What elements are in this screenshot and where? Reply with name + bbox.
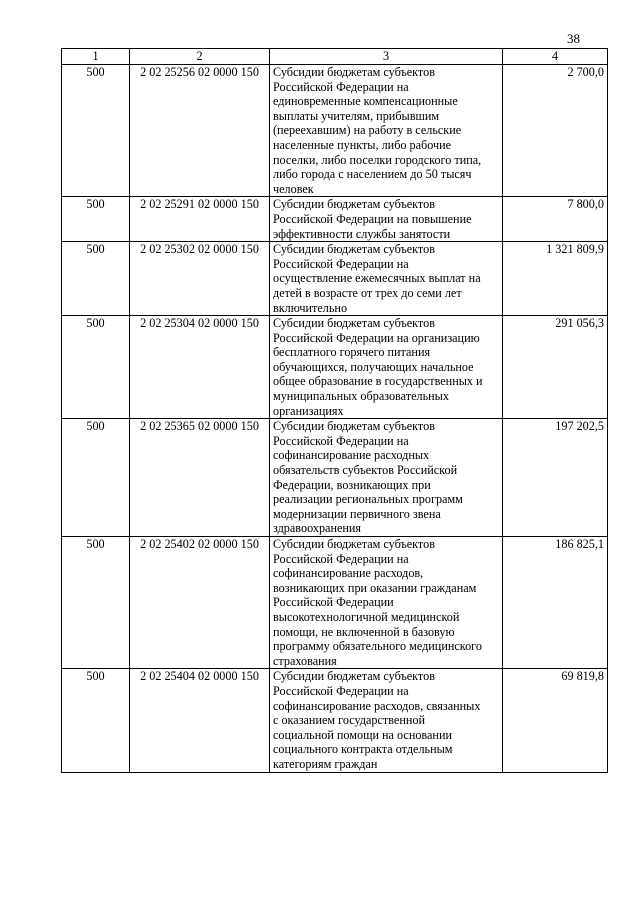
description-cell — [270, 242, 503, 316]
description-line: (переехавшим) на работу в сельские — [273, 123, 462, 138]
table-row — [62, 419, 608, 537]
amount-cell: 197 202,5 — [503, 419, 608, 537]
table-body — [62, 65, 608, 773]
description-line: здравоохранения — [273, 521, 362, 536]
budget-code-cell: 2 02 25404 02 0000 150 — [130, 669, 270, 772]
description-line: обязательств субъектов Российской — [273, 463, 458, 478]
description-line: населенные пункты, либо рабочие — [273, 137, 452, 152]
header-row — [62, 49, 608, 65]
page-number: 38 — [567, 31, 580, 46]
description-line: Субсидии бюджетам субъектов — [273, 419, 435, 434]
description-line: Российской Федерации на — [273, 256, 409, 271]
description-line: Субсидии бюджетам субъектов — [273, 669, 435, 684]
table-row — [62, 65, 608, 197]
description-cell — [270, 316, 503, 419]
admin-code-cell: 500 — [62, 242, 130, 316]
amount-cell: 7 800,0 — [503, 197, 608, 242]
description-line: софинансирование расходов, связанных — [273, 698, 481, 713]
description-line: категориям граждан — [273, 756, 378, 771]
description-line: модернизации первичного звена — [273, 506, 441, 521]
description-line: Российской Федерации на — [273, 551, 409, 566]
description-line: помощи, не включенной в базовую — [273, 624, 455, 639]
column-header-2: 2 — [130, 49, 270, 65]
description-line: бесплатного горячего питания — [273, 345, 431, 360]
description-line: выплаты учителям, прибывшим — [273, 108, 440, 123]
description-line: софинансирование расходов, — [273, 566, 424, 581]
table-row — [62, 197, 608, 242]
description-line: Субсидии бюджетам субъектов — [273, 537, 435, 551]
description-line: муниципальных образовательных — [273, 389, 449, 404]
description-line: эффективности службы занятости — [273, 226, 451, 241]
description-line: либо города с населением до 50 тысяч — [273, 167, 472, 182]
description-line: страхования — [273, 653, 337, 668]
description-line: софинансирование расходных — [273, 448, 430, 463]
description-line: социальной помощи на основании — [273, 727, 453, 742]
description-line: поселки, либо поселки городского типа, — [273, 152, 482, 167]
column-header-3: 3 — [270, 49, 503, 65]
description-cell — [270, 197, 503, 242]
description-line: Российской Федерации на — [273, 433, 409, 448]
description-line: детей в возрасте от трех до семи лет — [273, 285, 462, 300]
amount-cell: 1 321 809,9 — [503, 242, 608, 316]
table-header — [62, 49, 608, 65]
description-line: организациях — [273, 403, 344, 418]
description-line: общее образование в государственных и — [273, 374, 483, 389]
table-row — [62, 537, 608, 669]
admin-code-cell: 500 — [62, 65, 130, 197]
admin-code-cell: 500 — [62, 419, 130, 537]
amount-cell: 291 056,3 — [503, 316, 608, 419]
budget-code-cell: 2 02 25256 02 0000 150 — [130, 65, 270, 197]
description-line: социального контракта отдельным — [273, 742, 453, 757]
description-line: возникающих при оказании гражданам — [273, 580, 477, 595]
description-line: человек — [273, 181, 314, 196]
table-row — [62, 669, 608, 772]
description-line: осуществление ежемесячных выплат на — [273, 271, 481, 286]
admin-code-cell: 500 — [62, 197, 130, 242]
description-line: Субсидии бюджетам субъектов — [273, 65, 435, 79]
description-line: Российской Федерации на — [273, 683, 409, 698]
description-line: Субсидии бюджетам субъектов — [273, 316, 435, 331]
column-header-1: 1 — [62, 49, 130, 65]
description-line: Российской Федерации на — [273, 79, 409, 94]
table-row — [62, 242, 608, 316]
description-line: реализации региональных программ — [273, 492, 463, 507]
budget-code-cell: 2 02 25291 02 0000 150 — [130, 197, 270, 242]
amount-cell: 186 825,1 — [503, 537, 608, 669]
description-line: с оказанием государственной — [273, 713, 425, 728]
description-line: Российской Федерации на повышение — [273, 211, 472, 226]
description-cell — [270, 669, 503, 772]
description-line: высокотехнологичной медицинской — [273, 609, 460, 624]
description-line: обучающихся, получающих начальное — [273, 359, 474, 374]
budget-table — [61, 48, 608, 773]
budget-code-cell: 2 02 25402 02 0000 150 — [130, 537, 270, 669]
budget-code-cell: 2 02 25365 02 0000 150 — [130, 419, 270, 537]
description-cell — [270, 65, 503, 197]
admin-code-cell: 500 — [62, 669, 130, 772]
amount-cell: 69 819,8 — [503, 669, 608, 772]
description-line: единовременные компенсационные — [273, 94, 458, 109]
description-line: включительно — [273, 300, 348, 315]
budget-code-cell: 2 02 25304 02 0000 150 — [130, 316, 270, 419]
admin-code-cell: 500 — [62, 537, 130, 669]
description-line: Субсидии бюджетам субъектов — [273, 197, 435, 212]
column-header-4: 4 — [503, 49, 608, 65]
description-cell — [270, 419, 503, 537]
description-line: Субсидии бюджетам субъектов — [273, 242, 435, 257]
description-line: Российской Федерации на организацию — [273, 330, 480, 345]
admin-code-cell: 500 — [62, 316, 130, 419]
description-cell — [270, 537, 503, 669]
table-row — [62, 316, 608, 419]
amount-cell: 2 700,0 — [503, 65, 608, 197]
description-line: Российской Федерации — [273, 595, 394, 610]
description-line: программу обязательного медицинского — [273, 639, 482, 654]
budget-code-cell: 2 02 25302 02 0000 150 — [130, 242, 270, 316]
description-line: Федерации, возникающих при — [273, 477, 431, 492]
